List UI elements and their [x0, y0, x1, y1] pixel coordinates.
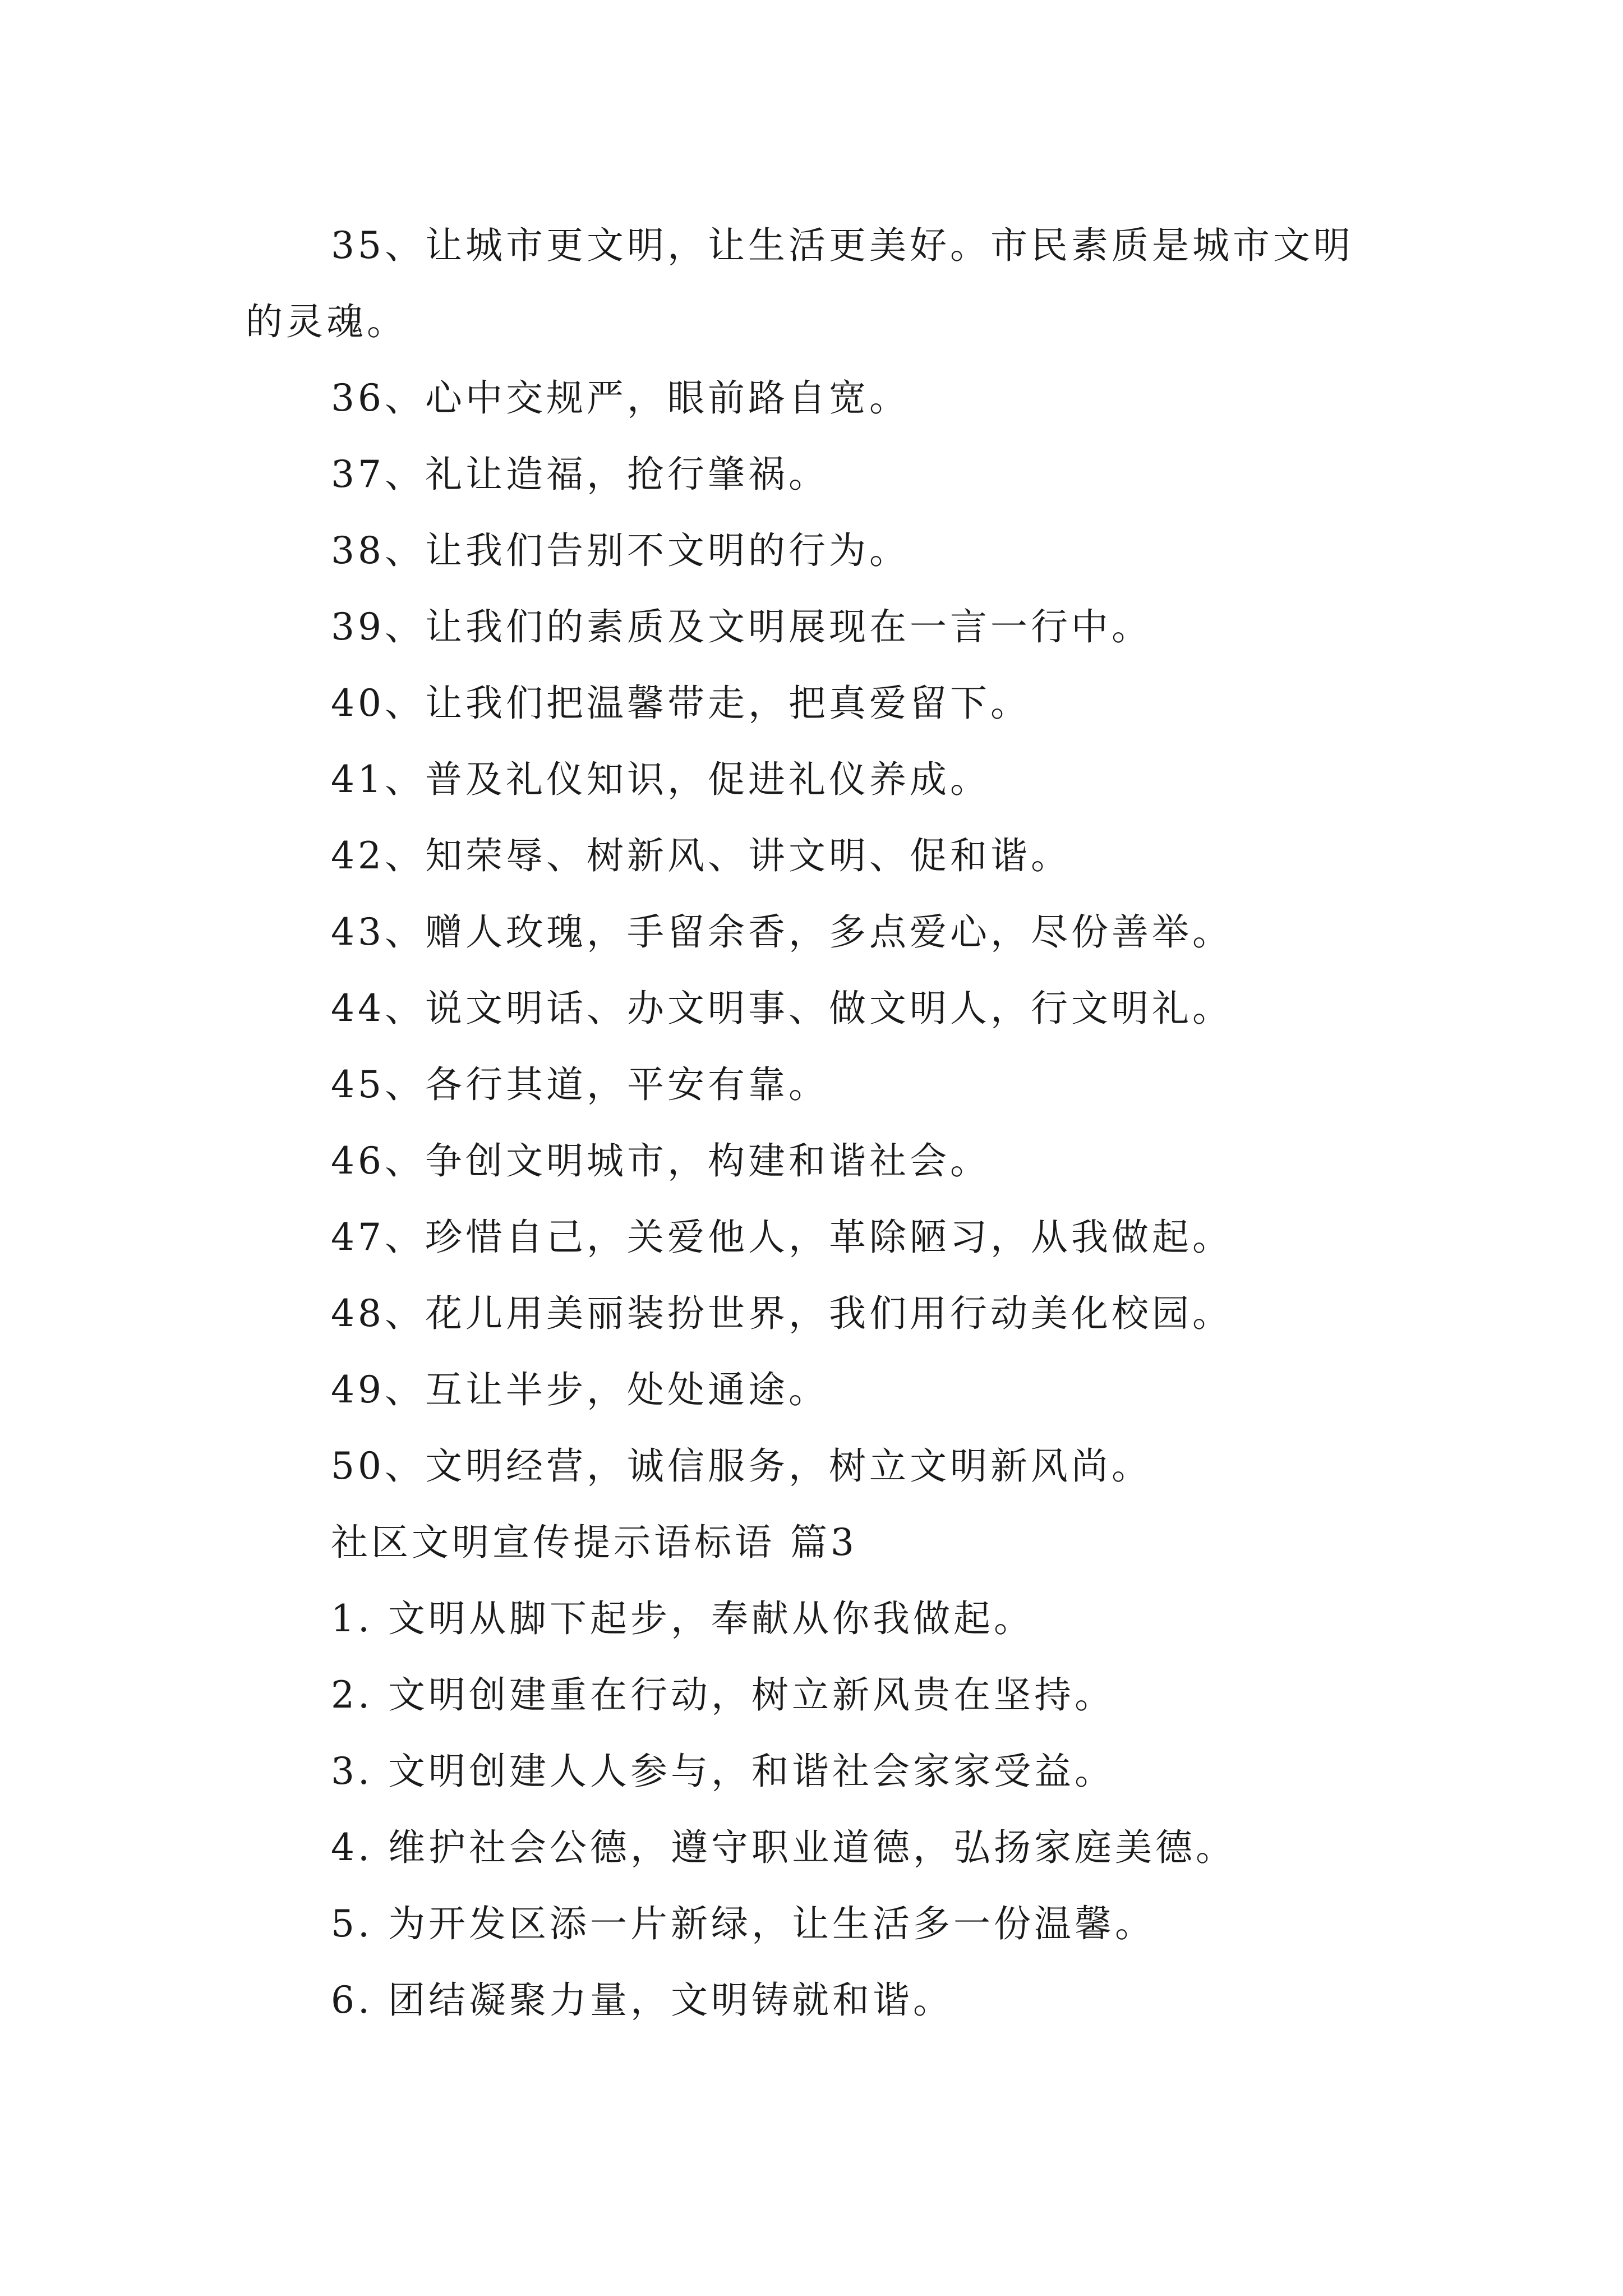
paragraph-50: 50、文明经营，诚信服务，树立文明新风尚。 [331, 1444, 1152, 1488]
paragraph-47: 47、珍惜自己，关爱他人，革除陋习，从我做起。 [331, 1216, 1233, 1259]
paragraph-48: 48、花儿用美丽装扮世界，我们用行动美化校园。 [331, 1292, 1233, 1335]
list-item-3: 3. 文明创建人人参与，和谐社会家家受益。 [331, 1750, 1115, 1793]
paragraph-46: 46、争创文明城市，构建和谐社会。 [331, 1139, 990, 1182]
paragraph-43: 43、赠人玫瑰，手留余香，多点爱心，尽份善举。 [331, 910, 1233, 954]
list-item-4: 4. 维护社会公德，遵守职业道德，弘扬家庭美德。 [331, 1826, 1236, 1869]
list-item-6: 6. 团结凝聚力量，文明铸就和谐。 [331, 1978, 953, 2022]
paragraph-37: 37、礼让造福，抢行肇祸。 [331, 453, 829, 496]
list-item-5: 5. 为开发区添一片新绿，让生活多一份温馨。 [331, 1902, 1155, 1945]
paragraph-45: 45、各行其道，平安有靠。 [331, 1063, 829, 1106]
paragraph-44: 44、说文明话、办文明事、做文明人，行文明礼。 [331, 987, 1233, 1030]
list-item-1: 1. 文明从脚下起步，奉献从你我做起。 [331, 1597, 1034, 1640]
list-item-2: 2. 文明创建重在行动，树立新风贵在坚持。 [331, 1673, 1115, 1717]
paragraph-35: 35、让城市更文明，让生活更美好。市民素质是城市文明的灵魂。 [246, 224, 1354, 343]
paragraph-38: 38、让我们告别不文明的行为。 [331, 529, 910, 572]
paragraph-36: 36、心中交规严，眼前路自宽。 [331, 376, 910, 420]
document-body [246, 208, 1384, 2039]
paragraph-39: 39、让我们的素质及文明展现在一言一行中。 [331, 605, 1152, 648]
paragraph-42: 42、知荣辱、树新风、讲文明、促和谐。 [331, 834, 1071, 877]
paragraph-49: 49、互让半步，处处通途。 [331, 1368, 829, 1411]
paragraph-41: 41、普及礼仪知识，促进礼仪养成。 [331, 758, 990, 801]
paragraph-40: 40、让我们把温馨带走，把真爱留下。 [331, 682, 1031, 725]
section-heading: 社区文明宣传提示语标语 篇3 [331, 1521, 857, 1564]
